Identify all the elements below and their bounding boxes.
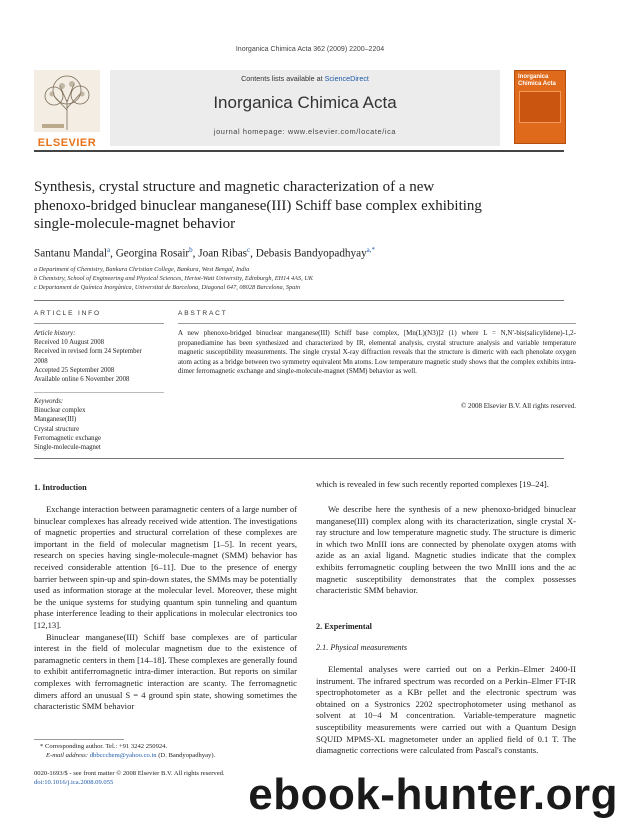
affiliation-a: a Department of Chemistry, Bankura Christian College, Bankura, West Bengal, India (34, 266, 250, 273)
running-header: Inorganica Chimica Acta 362 (2009) 2200–2204 (235, 46, 385, 53)
keywords-label: Keywords: (34, 398, 64, 405)
elsevier-tree-icon (34, 70, 100, 132)
article-history (34, 329, 174, 384)
right-paragraph-1: We describe here the synthesis of a new phenoxo-bridged binuclear manganese(III) complex along with its characterization, single crystal X-ray structure and low temperature magnetic study. The structure is dimeric in which two MnIII ions are connected by phenolate oxygen atoms with azide as an axial ligand. Magnetic studies indicate that the complex exhibits ferromagnetic coupling between the two MnIII ions and the ac magnetic susceptibility demonstrates that the complex possesses characteristic SMM behavior. (316, 504, 576, 596)
introduction-body (34, 504, 297, 713)
author-affiliation-mark[interactable]: c (247, 246, 251, 254)
author-name: Joan Ribas (198, 247, 248, 260)
author-affiliation-mark[interactable]: b (189, 246, 193, 254)
doi-link[interactable]: doi:10.1016/j.ica.2008.09.055 (34, 779, 114, 786)
article-title-line2: phenoxo-bridged binuclear manganese(III) Schiff base complex exhibiting (34, 197, 482, 214)
keywords (34, 397, 174, 452)
history-line: Accepted 25 September 2008 (34, 366, 115, 374)
affiliation-b: b Chemistry, School of Engineering and Physical Sciences, Heriot-Watt University, Edinburgh, EH14 4AS, UK (34, 275, 314, 282)
author-affiliation-mark[interactable]: a (107, 246, 111, 254)
elsevier-logo (34, 70, 100, 149)
publisher-name: ELSEVIER (37, 137, 97, 149)
article-title-line3: single-molecule-magnet behavior (34, 216, 236, 232)
keyword: Binuclear complex (34, 407, 86, 415)
history-rule (34, 392, 164, 393)
affiliations-rule (34, 300, 564, 301)
abstract-bottom-rule (34, 458, 564, 459)
abstract-heading: ABSTRACT (178, 310, 228, 317)
physical-measurements-heading: 2.1. Physical measurements (316, 643, 408, 652)
email-line (40, 751, 215, 760)
introduction-heading: 1. Introduction (34, 483, 87, 492)
right-paragraph-continued: which is revealed in few such recently reported complexes [19–24]. (316, 479, 549, 489)
issn-line: 0020-1693/$ - see front matter © 2008 Elsevier B.V. All rights reserved. (34, 770, 225, 777)
description-paragraph (316, 504, 576, 597)
footnotes (40, 742, 215, 760)
history-line: Received 10 August 2008 (34, 339, 105, 347)
journal-masthead (110, 70, 500, 146)
right-paragraph-2: Elemental analyses were carried out on a Perkin–Elmer 2400-II instrument. The infrared spectrum was recorded on a Perkin–Elmer FT-IR spectrophotometer as a KBr pellet and the electronic spectrum was obtained on a Systronics 2202 spectrophotometer using methanol as solvent at 10−4 M concentration. Variable-temperature magnetic susceptibility measurements were carried out with a Quantum Design SQUID MPMS-XL magnetometer under an applied field of 0.1 T. The diamagnetic corrections were calculated from Pascal's constants. (316, 664, 576, 756)
article-info-rule (34, 323, 164, 324)
contents-line (110, 74, 500, 83)
keyword: Ferromagnetic exchange (34, 434, 101, 442)
journal-cover (514, 70, 566, 144)
email-suffix: (D. Bandyopadhyay). (158, 752, 216, 759)
physical-measurements-body (316, 664, 576, 757)
cover-title-line1: Inorganica (518, 74, 549, 80)
article-info-heading: ARTICLE INFO (34, 310, 101, 317)
author-name: Georgina Rosair (115, 247, 190, 260)
author-affiliation-mark[interactable]: a,* (366, 246, 376, 254)
article-title-line1: Synthesis, crystal structure and magnetic characterization of a new (34, 179, 435, 195)
author-name: Santanu Mandal (34, 247, 108, 260)
keyword: Single-molecule-magnet (34, 444, 101, 452)
email-label: E-mail address: (46, 752, 89, 759)
history-line: Received in revised form 24 September (34, 348, 142, 356)
affiliations (34, 265, 574, 292)
intro-paragraph-1: Exchange interaction between paramagnetic centers of a large number of binuclear complexes has already received wide attention. The investigations of magnetic properties and structural correlation of these complexes are important in the field of molecular magnetism [1–5]. In recent years, research on species having single-molecule-magnet (SMM) behavior has received considerable attention [6–11]. Due to the presence of energy barrier between spin-up and spin-down states, the SMMs may be potentially used as information storage at the molecular level. Moreover, these might be the unique systems for studying quantum spin tunneling and quantum phase interference leading to their applications in molecular electronics too [12,13]. (34, 504, 297, 630)
sciencedirect-link[interactable]: ScienceDirect (324, 74, 369, 83)
experimental-heading: 2. Experimental (316, 622, 372, 631)
cover-title-line2: Chimica Acta (518, 80, 556, 87)
history-line: 2008 (34, 357, 48, 365)
affiliation-c: c Departament de Química Inorgànica, Universitat de Barcelona, Diagonal 647, 08028 Barcelona, Spain (34, 284, 301, 291)
abstract-copyright: © 2008 Elsevier B.V. All rights reserved. (460, 402, 576, 410)
abstract-text: A new phenoxo-bridged binuclear manganese(III) Schiff base complex, [Mn(L)(N3)]2 (1) where L = N,N′-bis(salicylidene)-1,2-propanediamine has been synthesized and characterized by IR, elemental analysis, crystal structure analysis and variable temperature magnetic susceptibility measurements. The single crystal X-ray diffraction reveals that the structure is dimeric with each phenolate oxygen atom acting as a bridge between two symmetry equivalent Mn atoms. Low temperature magnetic study shows that the complex exhibits intra-dimer ferromagnetic exchange and single-molecule-magnet (SMM) behavior as well. (178, 329, 576, 376)
abstract-rule (178, 323, 576, 324)
masthead-rule (34, 150, 564, 152)
cover-image (519, 91, 561, 123)
author-name: Debasis Bandyopadhyay (255, 247, 367, 260)
contents-prefix: Contents lists available at (241, 74, 323, 83)
watermark-text: ebook-hunter.org (248, 770, 618, 819)
history-line: Available online 6 November 2008 (34, 376, 130, 384)
keyword: Manganese(III) (34, 416, 77, 424)
keyword: Crystal structure (34, 425, 80, 433)
footnote-rule (34, 739, 124, 740)
journal-title: Inorganica Chimica Acta (213, 93, 397, 112)
author-list: Santanu Mandal$^a$, Georgina Rosair$^b$, Joan Ribas$^c$, Debasis Bandyopadhyay$^{a,*}$ (34, 246, 376, 260)
article-history-label: Article history: (34, 330, 76, 337)
article-title (34, 178, 574, 234)
journal-homepage[interactable]: journal homepage: www.elsevier.com/locate/ica (213, 127, 397, 136)
email-link[interactable]: dbbccchem@yahoo.co.in (89, 752, 157, 759)
corresponding-author-note: * Corresponding author. Tel.: +91 3242 250924. (40, 743, 168, 750)
intro-paragraph-2: Binuclear manganese(III) Schiff base complexes are of particular interest in the field of molecular magnetism due to the existence of paramagnetic centers in them [14–18]. These complexes are generally found to exhibit antiferromagnetic intra-dimer interaction. But reports on similar complexes with ferromagnetic interaction are scanty. The ferromagnetic dimers afford an unusual S = 4 ground spin state, showing sometimes the characteristic SMM behavior (34, 631, 297, 712)
